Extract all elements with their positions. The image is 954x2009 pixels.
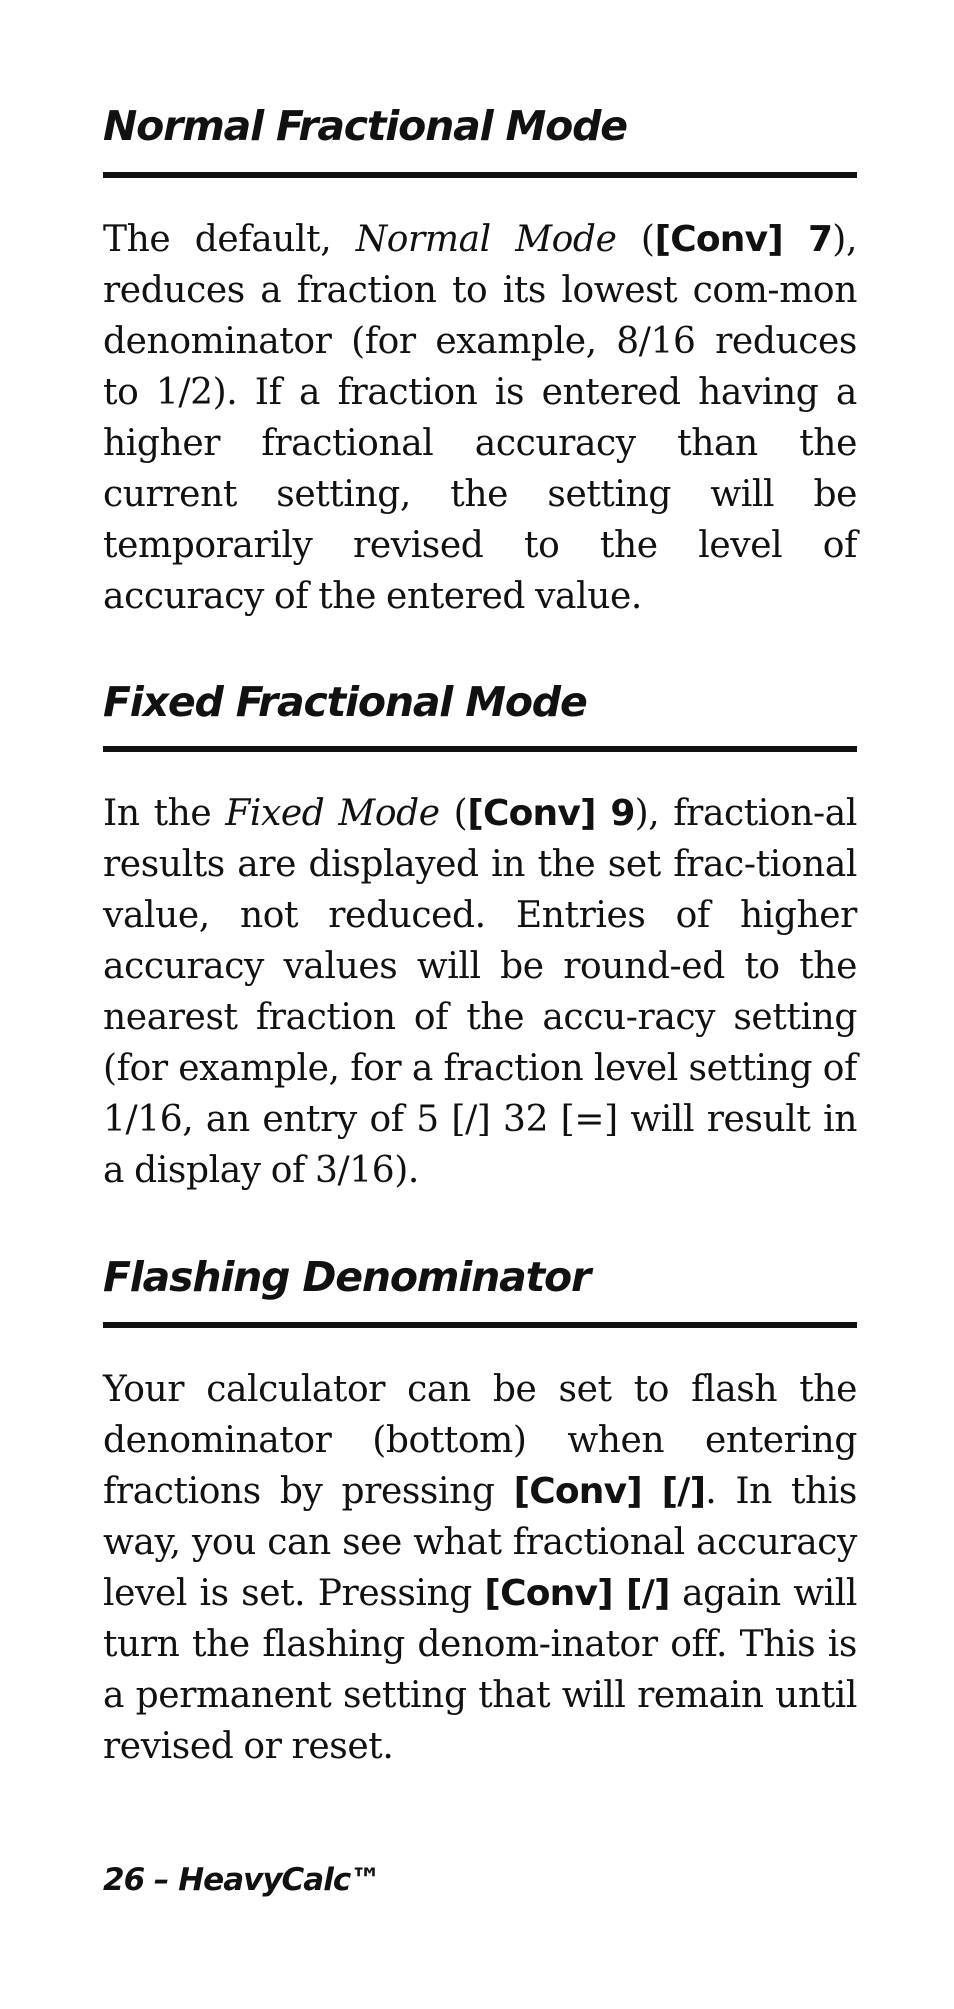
paragraph-flashing-denominator — [103, 1364, 857, 1772]
section-heading-normal-fractional-mode: Normal Fractional Mode — [103, 102, 627, 150]
section-heading-flashing-denominator: Flashing Denominator — [103, 1253, 590, 1301]
text-run: again will turn the flashing denom-inator off. This is a permanent setting that will remain until revised or reset. — [103, 1573, 858, 1767]
text-run: ( — [616, 219, 655, 260]
key-sequence-conv-slash: [Conv] [/] — [484, 1573, 670, 1614]
key-sequence-conv-9: [Conv] 9 — [467, 793, 635, 834]
emphasis-normal-mode: Normal Mode — [355, 219, 617, 260]
section-rule — [103, 1322, 857, 1328]
text-run: ), reduces a fraction to its lowest com-mon denominator (for example, 8/16 reduces to 1/2). If a fraction is entered having a higher fractional accuracy than the current setting, the setting will be temporarily revised to the level of accuracy of the entered value. — [103, 219, 857, 617]
section-rule — [103, 172, 857, 178]
text-run: . In this way, you can see what fractional accuracy level is set. Pressing — [103, 1471, 858, 1614]
section-heading-fixed-fractional-mode: Fixed Fractional Mode — [103, 678, 587, 726]
paragraph-fixed-fractional-mode — [103, 788, 857, 1196]
key-sequence-conv-slash: [Conv] [/] — [513, 1471, 706, 1512]
text-run: In the — [103, 793, 226, 834]
paragraph-normal-fractional-mode — [103, 214, 857, 622]
page-footer: 26 – HeavyCalc™ — [103, 1862, 381, 1898]
manual-page — [103, 0, 857, 2009]
text-run: Your calculator can be set to flash the denominator (bottom) when entering fractions by pressing — [103, 1369, 857, 1512]
section-rule — [103, 746, 857, 752]
text-run: ), fraction-al results are displayed in the set frac-tional value, not reduced. Entries of higher accuracy values will be round-ed to the nearest fraction of the accu-racy setting (for example, for a fraction level setting of 1/16, an entry of 5 [/] 32 [=] will result in a display of 3/16). — [103, 793, 857, 1191]
emphasis-fixed-mode: Fixed Mode — [225, 793, 440, 834]
key-sequence-conv-7: [Conv] 7 — [654, 219, 833, 260]
text-run: The default, — [103, 219, 356, 260]
text-run: ( — [439, 793, 468, 834]
